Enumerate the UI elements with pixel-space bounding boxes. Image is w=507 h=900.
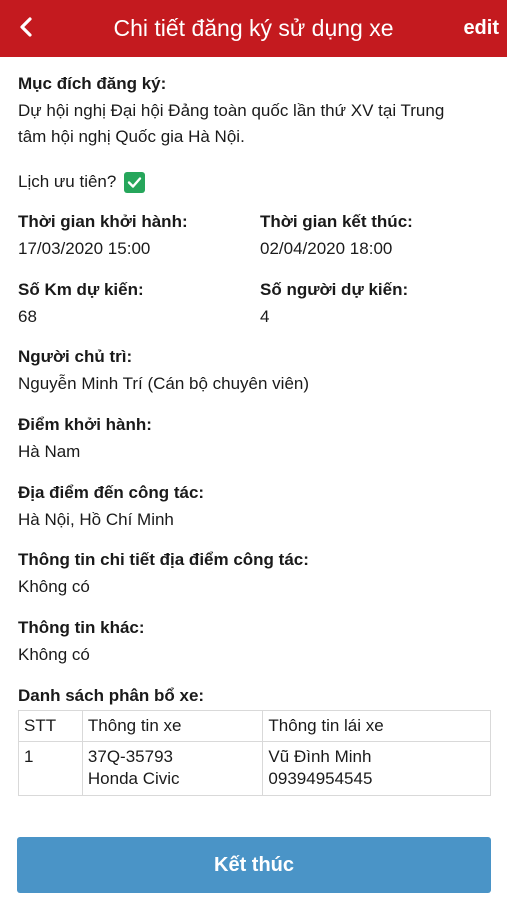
- destination-detail-label: Thông tin chi tiết địa điểm công tác:: [18, 550, 309, 569]
- row-driver: [263, 742, 491, 796]
- destination-detail-field: [18, 549, 490, 600]
- km-label: Số Km dự kiến:: [18, 280, 144, 299]
- purpose-label: Mục đích đăng ký:: [18, 74, 167, 93]
- end-time-field: [260, 211, 490, 262]
- destination-value: Hà Nội, Hồ Chí Minh: [18, 510, 174, 529]
- driver-phone: 09394954545: [268, 769, 373, 788]
- host-label: Người chủ trì:: [18, 347, 133, 366]
- host-value: Nguyễn Minh Trí (Cán bộ chuyên viên): [18, 374, 310, 393]
- destination-field: [18, 482, 490, 533]
- departure-field: [18, 414, 490, 465]
- km-field: [18, 279, 258, 330]
- start-time-field: [18, 211, 258, 262]
- page-title: Chi tiết đăng ký sử dụng xe: [113, 15, 394, 41]
- vehicle-model: Honda Civic: [87, 769, 180, 788]
- column-header-driver: Thông tin lái xe: [263, 711, 491, 742]
- priority-row: [18, 170, 145, 194]
- allocation-label: Danh sách phân bổ xe:: [18, 686, 205, 705]
- finish-button[interactable]: Kết thúc: [17, 837, 491, 893]
- row-stt: 1: [19, 742, 83, 796]
- departure-label: Điểm khởi hành:: [18, 415, 152, 434]
- app-header: [0, 0, 507, 57]
- purpose-value: [18, 98, 490, 150]
- people-label: Số người dự kiến:: [260, 280, 409, 299]
- start-time-value: 17/03/2020 15:00: [18, 239, 151, 258]
- start-time-label: Thời gian khởi hành:: [18, 212, 188, 231]
- people-value: 4: [260, 307, 270, 326]
- other-info-label: Thông tin khác:: [18, 618, 145, 637]
- column-header-stt: STT: [19, 711, 83, 742]
- column-header-vehicle: Thông tin xe: [82, 711, 263, 742]
- other-info-field: [18, 617, 490, 668]
- purpose-value-line-1: Dự hội nghị Đại hội Đảng toàn quốc lần thứ XV tại Trung: [18, 101, 445, 120]
- destination-label: Địa điểm đến công tác:: [18, 483, 205, 502]
- table-row: [19, 742, 491, 796]
- km-value: 68: [18, 307, 37, 326]
- priority-checkbox[interactable]: [124, 172, 145, 193]
- row-vehicle: [82, 742, 263, 796]
- destination-detail-value: Không có: [18, 577, 90, 596]
- purpose-section: [18, 73, 490, 150]
- driver-name: Vũ Đình Minh: [268, 747, 372, 766]
- end-time-value: 02/04/2020 18:00: [260, 239, 393, 258]
- people-field: [260, 279, 490, 330]
- priority-label: Lịch ưu tiên?: [18, 172, 117, 191]
- edit-button[interactable]: edit: [463, 17, 499, 39]
- purpose-value-line-2: tâm hội nghị Quốc gia Hà Nội.: [18, 127, 245, 146]
- vehicle-plate: 37Q-35793: [87, 747, 173, 766]
- chevron-left-icon: [18, 16, 34, 38]
- other-info-value: Không có: [18, 645, 90, 664]
- table-header-row: [19, 711, 491, 742]
- back-button[interactable]: [10, 10, 42, 44]
- allocation-table: [18, 710, 491, 796]
- allocation-label-row: [18, 685, 490, 707]
- host-field: [18, 346, 490, 397]
- end-time-label: Thời gian kết thúc:: [260, 212, 413, 231]
- checkmark-icon: [127, 176, 142, 189]
- departure-value: Hà Nam: [18, 442, 81, 461]
